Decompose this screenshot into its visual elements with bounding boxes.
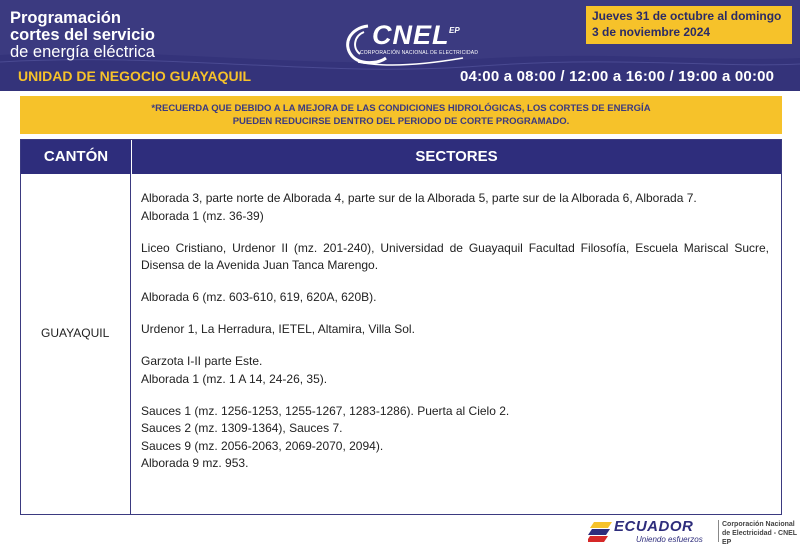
schedule-table [20, 139, 782, 515]
footer-org-line-1: Corporación Nacional [722, 521, 795, 528]
sector-line: Alborada 1 (mz. 36-39) [141, 208, 264, 223]
ecuador-flag-icon [588, 520, 614, 543]
sector-line: Alborada 1 (mz. 1 A 14, 24-26, 35). [141, 371, 328, 386]
footer-divider [718, 520, 719, 542]
sector-line: Liceo Cristiano, Urdenor II (mz. 201-240), Universidad de Guayaquil Facultad Filosofía, Escuela Mariscal Sucre, Disensa de la Avenida Juan Tanca Marengo. [141, 240, 769, 272]
date-line-1: Jueves 31 de octubre al domingo [592, 9, 782, 23]
page-title [10, 10, 155, 61]
column-header-sectores: SECTORES [415, 148, 498, 165]
sector-line: Alborada 3, parte norte de Alborada 4, parte sur de la Alborada 5, parte sur de la Alborada 6, Alborada 7. [141, 191, 697, 205]
sector-group [141, 353, 769, 388]
footer-country: ECUADOR [614, 518, 694, 535]
notice-line-1: *RECUERDA QUE DEBIDO A LA MEJORA DE LAS CONDICIONES HIDROLÓGICAS, LOS CORTES DE ENERGÍA [151, 103, 651, 114]
title-line-2: cortes del servicio [10, 26, 155, 44]
sector-line: Alborada 9 mz. 953. [141, 456, 249, 470]
column-header-canton: CANTÓN [43, 148, 109, 165]
sector-group [141, 321, 769, 339]
canton-cell [21, 174, 130, 514]
sectors-cell [141, 190, 769, 487]
notice-line-2: PUEDEN REDUCIRSE DENTRO DEL PERIODO DE CORTE PROGRAMADO. [232, 116, 570, 127]
title-line-3: de energía eléctrica [10, 43, 155, 61]
sector-line: Sauces 1 (mz. 1256-1253, 1255-1267, 1283-1286). Puerta al Cielo 2. [141, 403, 510, 418]
footer-organization [722, 520, 800, 547]
date-line-2: 3 de noviembre 2024 [592, 25, 711, 39]
sector-line: Garzota I-II parte Este. [141, 354, 263, 368]
title-line-1: Programación [10, 9, 121, 27]
sector-line: Sauces 2 (mz. 1309-1364), Sauces 7. [141, 421, 343, 435]
logo-suffix: EP [449, 26, 460, 35]
sector-line: Urdenor 1, La Herradura, IETEL, Altamira, Villa Sol. [141, 322, 415, 336]
logo-subtitle: CORPORACIÓN NACIONAL DE ELECTRICIDAD [360, 50, 479, 56]
sector-group [141, 240, 769, 275]
footer-org-line-2: de Electricidad - CNEL EP [722, 530, 797, 546]
date-range-badge [586, 6, 792, 44]
sector-group [141, 190, 769, 225]
table-header [21, 140, 781, 174]
column-divider [130, 174, 131, 514]
footer-slogan: Uniendo esfuerzos [636, 535, 703, 544]
sector-group [141, 289, 769, 307]
header-banner [0, 0, 800, 91]
canton-name: GUAYAQUIL [41, 326, 110, 340]
sector-group [141, 403, 769, 473]
sector-line: Alborada 6 (mz. 603-610, 619, 620A, 620B). [141, 290, 377, 304]
notice-banner [20, 96, 782, 134]
sector-line: Sauces 9 (mz. 2056-2063, 2069-2070, 2094). [141, 438, 384, 453]
business-unit-label: UNIDAD DE NEGOCIO GUAYAQUIL [18, 68, 252, 84]
outage-hours: 04:00 a 08:00 / 12:00 a 16:00 / 19:00 a 00:00 [460, 68, 775, 85]
logo-text: CNEL [372, 20, 450, 50]
